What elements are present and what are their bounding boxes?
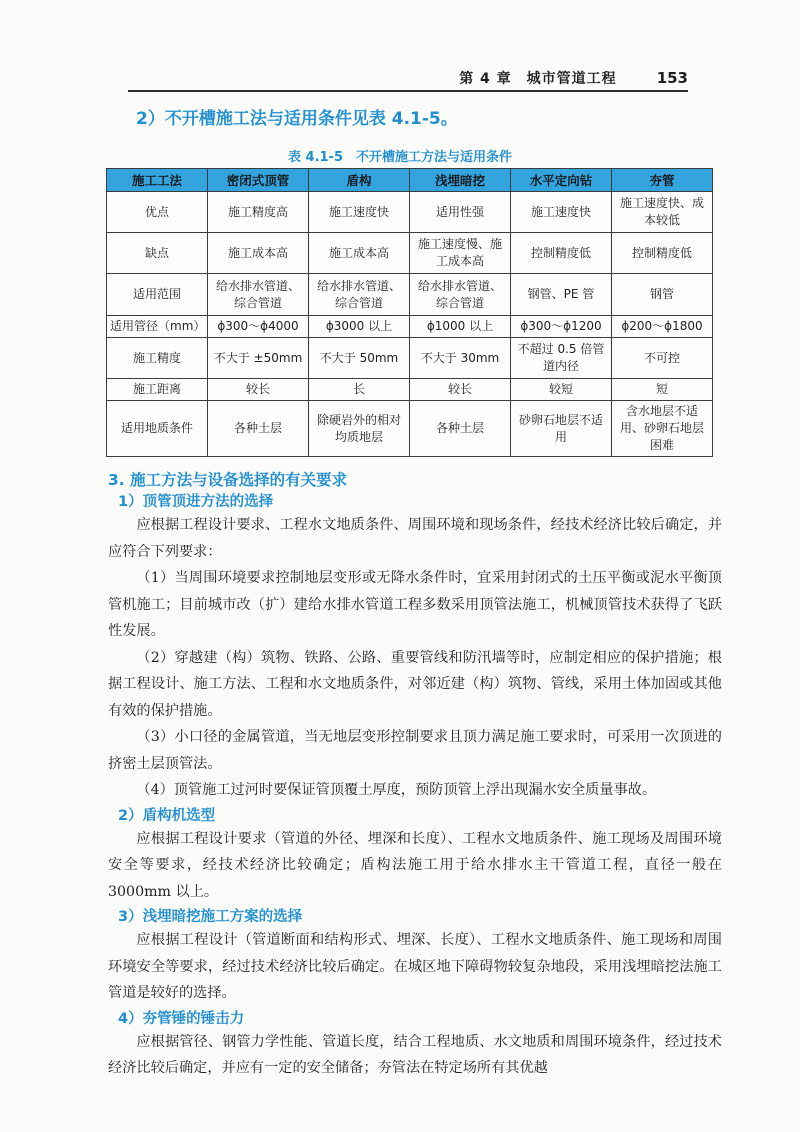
subsection-2-heading: 2）盾构机选型 [118,807,216,824]
table-cell: 适用性强 [410,192,511,233]
paragraph: 应根据工程设计要求、工程水文地质条件、周围环境和现场条件，经技术经济比较后确定，并应符合下列要求： [108,517,722,560]
table-cell: 不大于 50mm [309,338,410,379]
table-cell: 含水地层不适用、砂卵石地层困难 [612,401,713,457]
row-header: 施工距离 [107,379,208,401]
table-cell: 不大于 ±50mm [208,338,309,379]
subsection-3-heading: 3）浅埋暗挖施工方案的选择 [118,909,303,925]
table-cell: 施工速度慢、施工成本高 [410,233,511,274]
table-cell: 控制精度低 [612,233,713,274]
paragraph: 应根据管径、钢管力学性能、管道长度，结合工程地质、水文地质和周围环境条件，经过技术经济比较后确定，并应有一定的安全储备；夯管法在特定场所有其优越 [108,1033,722,1076]
paragraph: （2）穿越建（构）筑物、铁路、公路、重要管线和防汛墙等时，应制定相应的保护措施；根据工程设计、施工方法、工程和水文地质条件，对邻近建（构）筑物、管线，采用土体加固或其他有效的保护措施。 [108,649,722,719]
column-header: 施工工法 [107,169,208,192]
table-cell: 施工精度高 [208,192,309,233]
paragraph: 应根据工程设计要求（管道的外径、埋深和长度）、工程水文地质条件、施工现场及周围环境安全等要求，经技术经济比较确定；盾构法施工用于给水排水主干管道工程，直径一般在 3000mm 以上。 [108,830,722,900]
table-cell: 施工速度快 [309,192,410,233]
section-heading: 2）不开槽施工法与适用条件见表 4.1-5。 [136,109,458,129]
table-row [107,192,713,233]
column-header: 盾构 [309,169,410,192]
table-cell: ϕ3000 以上 [309,316,410,338]
column-header: 浅埋暗挖 [410,169,511,192]
row-header: 适用范围 [107,274,208,316]
row-header: 施工精度 [107,338,208,379]
chapter-title: 第 4 章 城市管道工程 [459,71,617,87]
table-caption: 表 4.1-5 不开槽施工方法与适用条件 [288,150,512,165]
table-cell: 钢管、PE 管 [511,274,612,316]
table-cell: 施工速度快 [511,192,612,233]
table-cell: 较短 [511,379,612,401]
paragraph: （1）当周围环境要求控制地层变形或无降水条件时，宜采用封闭式的土压平衡或泥水平衡顶管机施工；目前城市改（扩）建给水排水管道工程多数采用顶管法施工，机械顶管技术获得了飞跃性发展。 [108,570,722,639]
section-3-heading: 3. 施工方法与设备选择的有关要求 [108,471,348,489]
table-cell: 长 [309,379,410,401]
table-cell: 给水排水管道、综合管道 [208,274,309,316]
subsection-4-heading: 4）夯管锤的锤击力 [118,1010,245,1027]
table-row [107,274,713,316]
table-cell: 施工成本高 [208,233,309,274]
table-cell: 砂卵石地层不适用 [511,401,612,457]
table-cell: ϕ300～ϕ4000 [208,316,309,338]
body-content [108,468,722,1082]
column-header: 水平定向钻 [511,169,612,192]
table-cell: 短 [612,379,713,401]
table-cell: 各种土层 [208,401,309,457]
table-cell: 不大于 30mm [410,338,511,379]
table-cell: 不超过 0.5 倍管道内径 [511,338,612,379]
table-cell: ϕ300～ϕ1200 [511,316,612,338]
table-cell: 钢管 [612,274,713,316]
table-cell: 除硬岩外的相对均质地层 [309,401,410,457]
column-header: 夯管 [612,169,713,192]
paragraph: 应根据工程设计（管道断面和结构形式、埋深、长度）、工程水文地质条件、施工现场和周围环境安全等要求，经过技术经济比较后确定。在城区地下障碍物较复杂地段，采用浅埋暗挖法施工管道是较好的选择。 [108,932,722,1001]
subsection-1-heading: 1）顶管顶进方法的选择 [118,494,274,510]
table-cell: 较长 [410,379,511,401]
row-header: 缺点 [107,233,208,274]
table-cell: 施工速度快、成本较低 [612,192,713,233]
row-header: 适用地质条件 [107,401,208,457]
page-number: 153 [656,69,688,87]
row-header: 优点 [107,192,208,233]
table-row [107,401,713,457]
table-row [107,233,713,274]
table-header-row [107,169,713,192]
row-header: 适用管径（mm） [107,316,208,338]
table-cell: 控制精度低 [511,233,612,274]
table-row [107,379,713,401]
table-cell: ϕ200～ϕ1800 [612,316,713,338]
table-cell: ϕ1000 以上 [410,316,511,338]
table-row [107,316,713,338]
paragraph: （3）小口径的金属管道，当无地层变形控制要求且顶力满足施工要求时，可采用一次顶进的挤密土层顶管法。 [108,729,722,772]
table-cell: 不可控 [612,338,713,379]
table-row [107,338,713,379]
column-header: 密闭式顶管 [208,169,309,192]
table-cell: 施工成本高 [309,233,410,274]
table-cell: 各种土层 [410,401,511,457]
table-cell: 给水排水管道、综合管道 [410,274,511,316]
table-cell: 较长 [208,379,309,401]
construction-methods-table [106,168,713,457]
table-cell: 给水排水管道、综合管道 [309,274,410,316]
paragraph: （4）顶管施工过河时要保证管顶覆土厚度，预防顶管上浮出现漏水安全质量事故。 [136,782,657,798]
page-header [128,66,688,92]
